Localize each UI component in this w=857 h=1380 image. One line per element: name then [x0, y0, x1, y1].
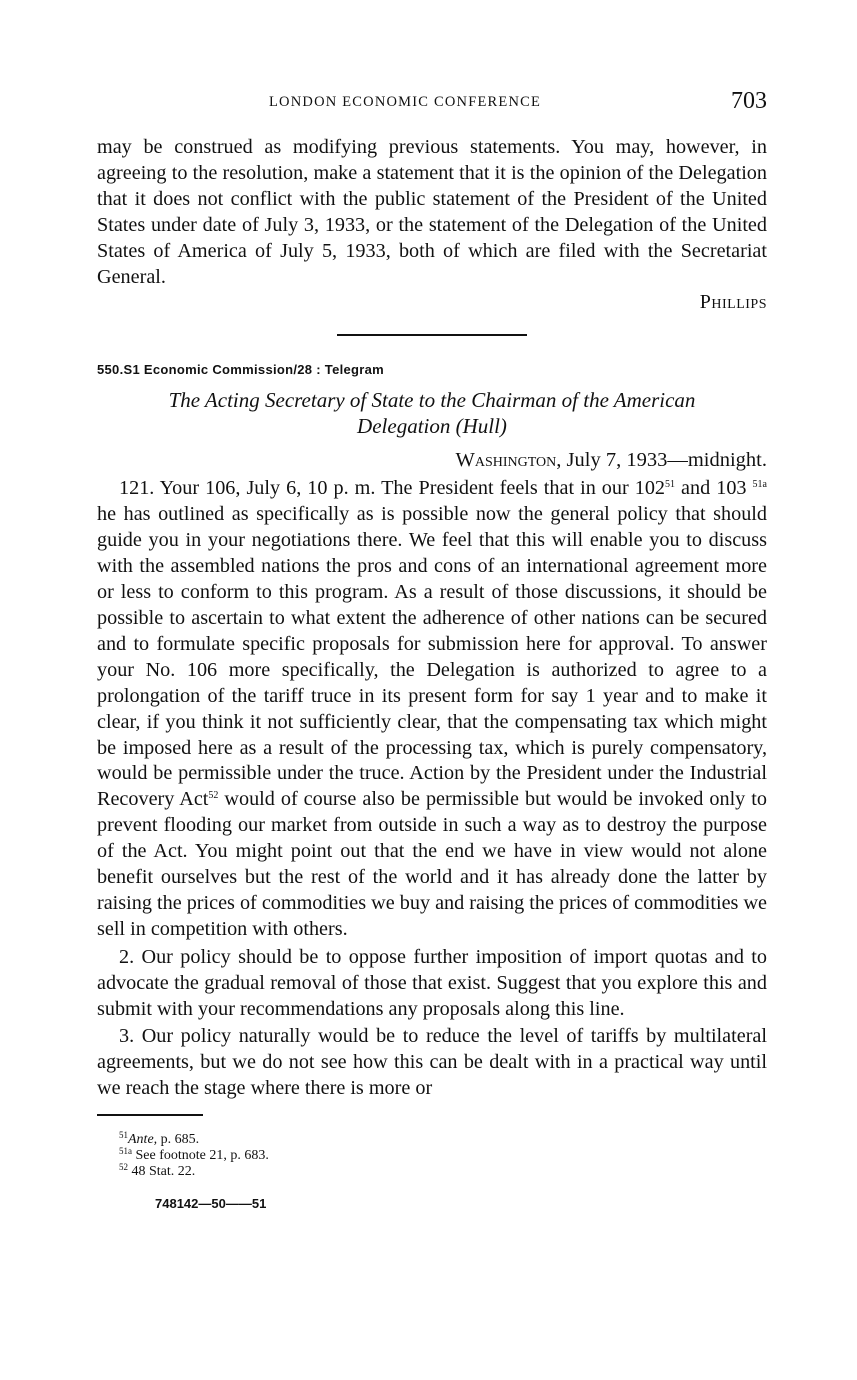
footnote-text: See footnote 21, p. 683.: [132, 1147, 269, 1163]
file-reference: 550.S1 Economic Commission/28 : Telegram: [97, 362, 385, 378]
paragraph-3: 3. Our policy naturally would be to reduce the level of tariffs by multilateral agreements, but we do not see how this can be dealt with in a practical way until we reach the stage where there is more or: [97, 1025, 767, 1100]
running-head-title: LONDON ECONOMIC CONFERENCE: [269, 94, 542, 110]
running-head: [97, 88, 767, 118]
footnote-text: 48 Stat. 22.: [128, 1163, 196, 1179]
dateline-date: July 7, 1933—midnight.: [566, 449, 767, 472]
document-title-line2: Delegation (Hull): [357, 414, 507, 439]
signature: Phillips: [699, 291, 767, 314]
document-page: [97, 88, 767, 1211]
paragraph-1-part-d: would of course also be permissible but would be invoked only to prevent flooding our market from outside in such a way as to destroy the purpose of the Act. You might point out that the end we have in view would not alone benefit ourselves but the rest of the world and it has already done the latter by raising the prices of commodities we buy and raising the prices of commodities we sell in competition with others.: [97, 788, 767, 940]
page-number: 703: [731, 88, 767, 114]
footnote-mark: 51a: [119, 1145, 132, 1156]
paragraph-2: 2. Our policy should be to oppose further imposition of import quotas and to advocate the gradual removal of those that exist. Suggest that you explore this and submit with your recommendations any proposals along this line.: [97, 945, 767, 1020]
continued-paragraph: may be construed as modifying previous statements. You may, however, in agreeing to the resolution, make a statement that it is the opinion of the Delegation that it does not conflict with the public statement of the President of the United States under date of July 3, 1933, or the statement of the Delegation of the United States of America of July 5, 1933, both of which are filed with the Secretariat General.: [97, 136, 767, 288]
section-divider: [337, 334, 527, 336]
paragraph-1-part-a: 121. Your 106, July 6, 10 p. m. The President feels that in our 102: [119, 477, 666, 500]
footnote-item: [119, 1145, 767, 1164]
footnote-ref-52: 52: [208, 790, 219, 802]
footnote-rule: [97, 1114, 203, 1116]
footnotes: [119, 1129, 767, 1180]
footnote-item: [119, 1129, 767, 1148]
footnote-mark: 52: [119, 1161, 128, 1172]
footnote-ref-51: 51: [665, 479, 676, 491]
dateline-place: Washington,: [455, 449, 562, 472]
paragraph-1-part-b: and 103: [675, 477, 753, 500]
footnote-text: p. 685.: [157, 1131, 200, 1147]
footnote-italic: Ante,: [128, 1131, 158, 1147]
document-title: [97, 387, 767, 439]
paragraph-1-part-c: he has outlined as specifically as is possible now the general policy that should guide you in your negotiations there. We feel that this will enable you to discuss with the assembled nations the pros and cons of an international agreement more or less to conform to this program. As a result of those discussions, it should be possible to ascertain to what extent the adherence of other nations can be secured and to formulate specific proposals for submission here for approval. To answer your No. 106 more specifically, the Delegation is authorized to agree to a prolongation of the tariff truce in its present form for say 1 year and to make it clear, if you think it not sufficiently clear, that the compensating tax which might be imposed here as a result of the processing tax, which is purely compensatory, would be permissible under the truce. Action by the President under the Industrial Recovery Act: [97, 503, 767, 811]
document-title-line1: The Acting Secretary of State to the Chairman of the American: [168, 388, 696, 413]
footnote-ref-51a: 51a: [752, 479, 767, 491]
footnote-item: [119, 1161, 767, 1180]
paragraph-1: [97, 476, 767, 942]
print-code: 748142—50——51: [155, 1195, 267, 1211]
dateline: [97, 449, 767, 472]
footnote-mark: 51: [119, 1129, 128, 1140]
